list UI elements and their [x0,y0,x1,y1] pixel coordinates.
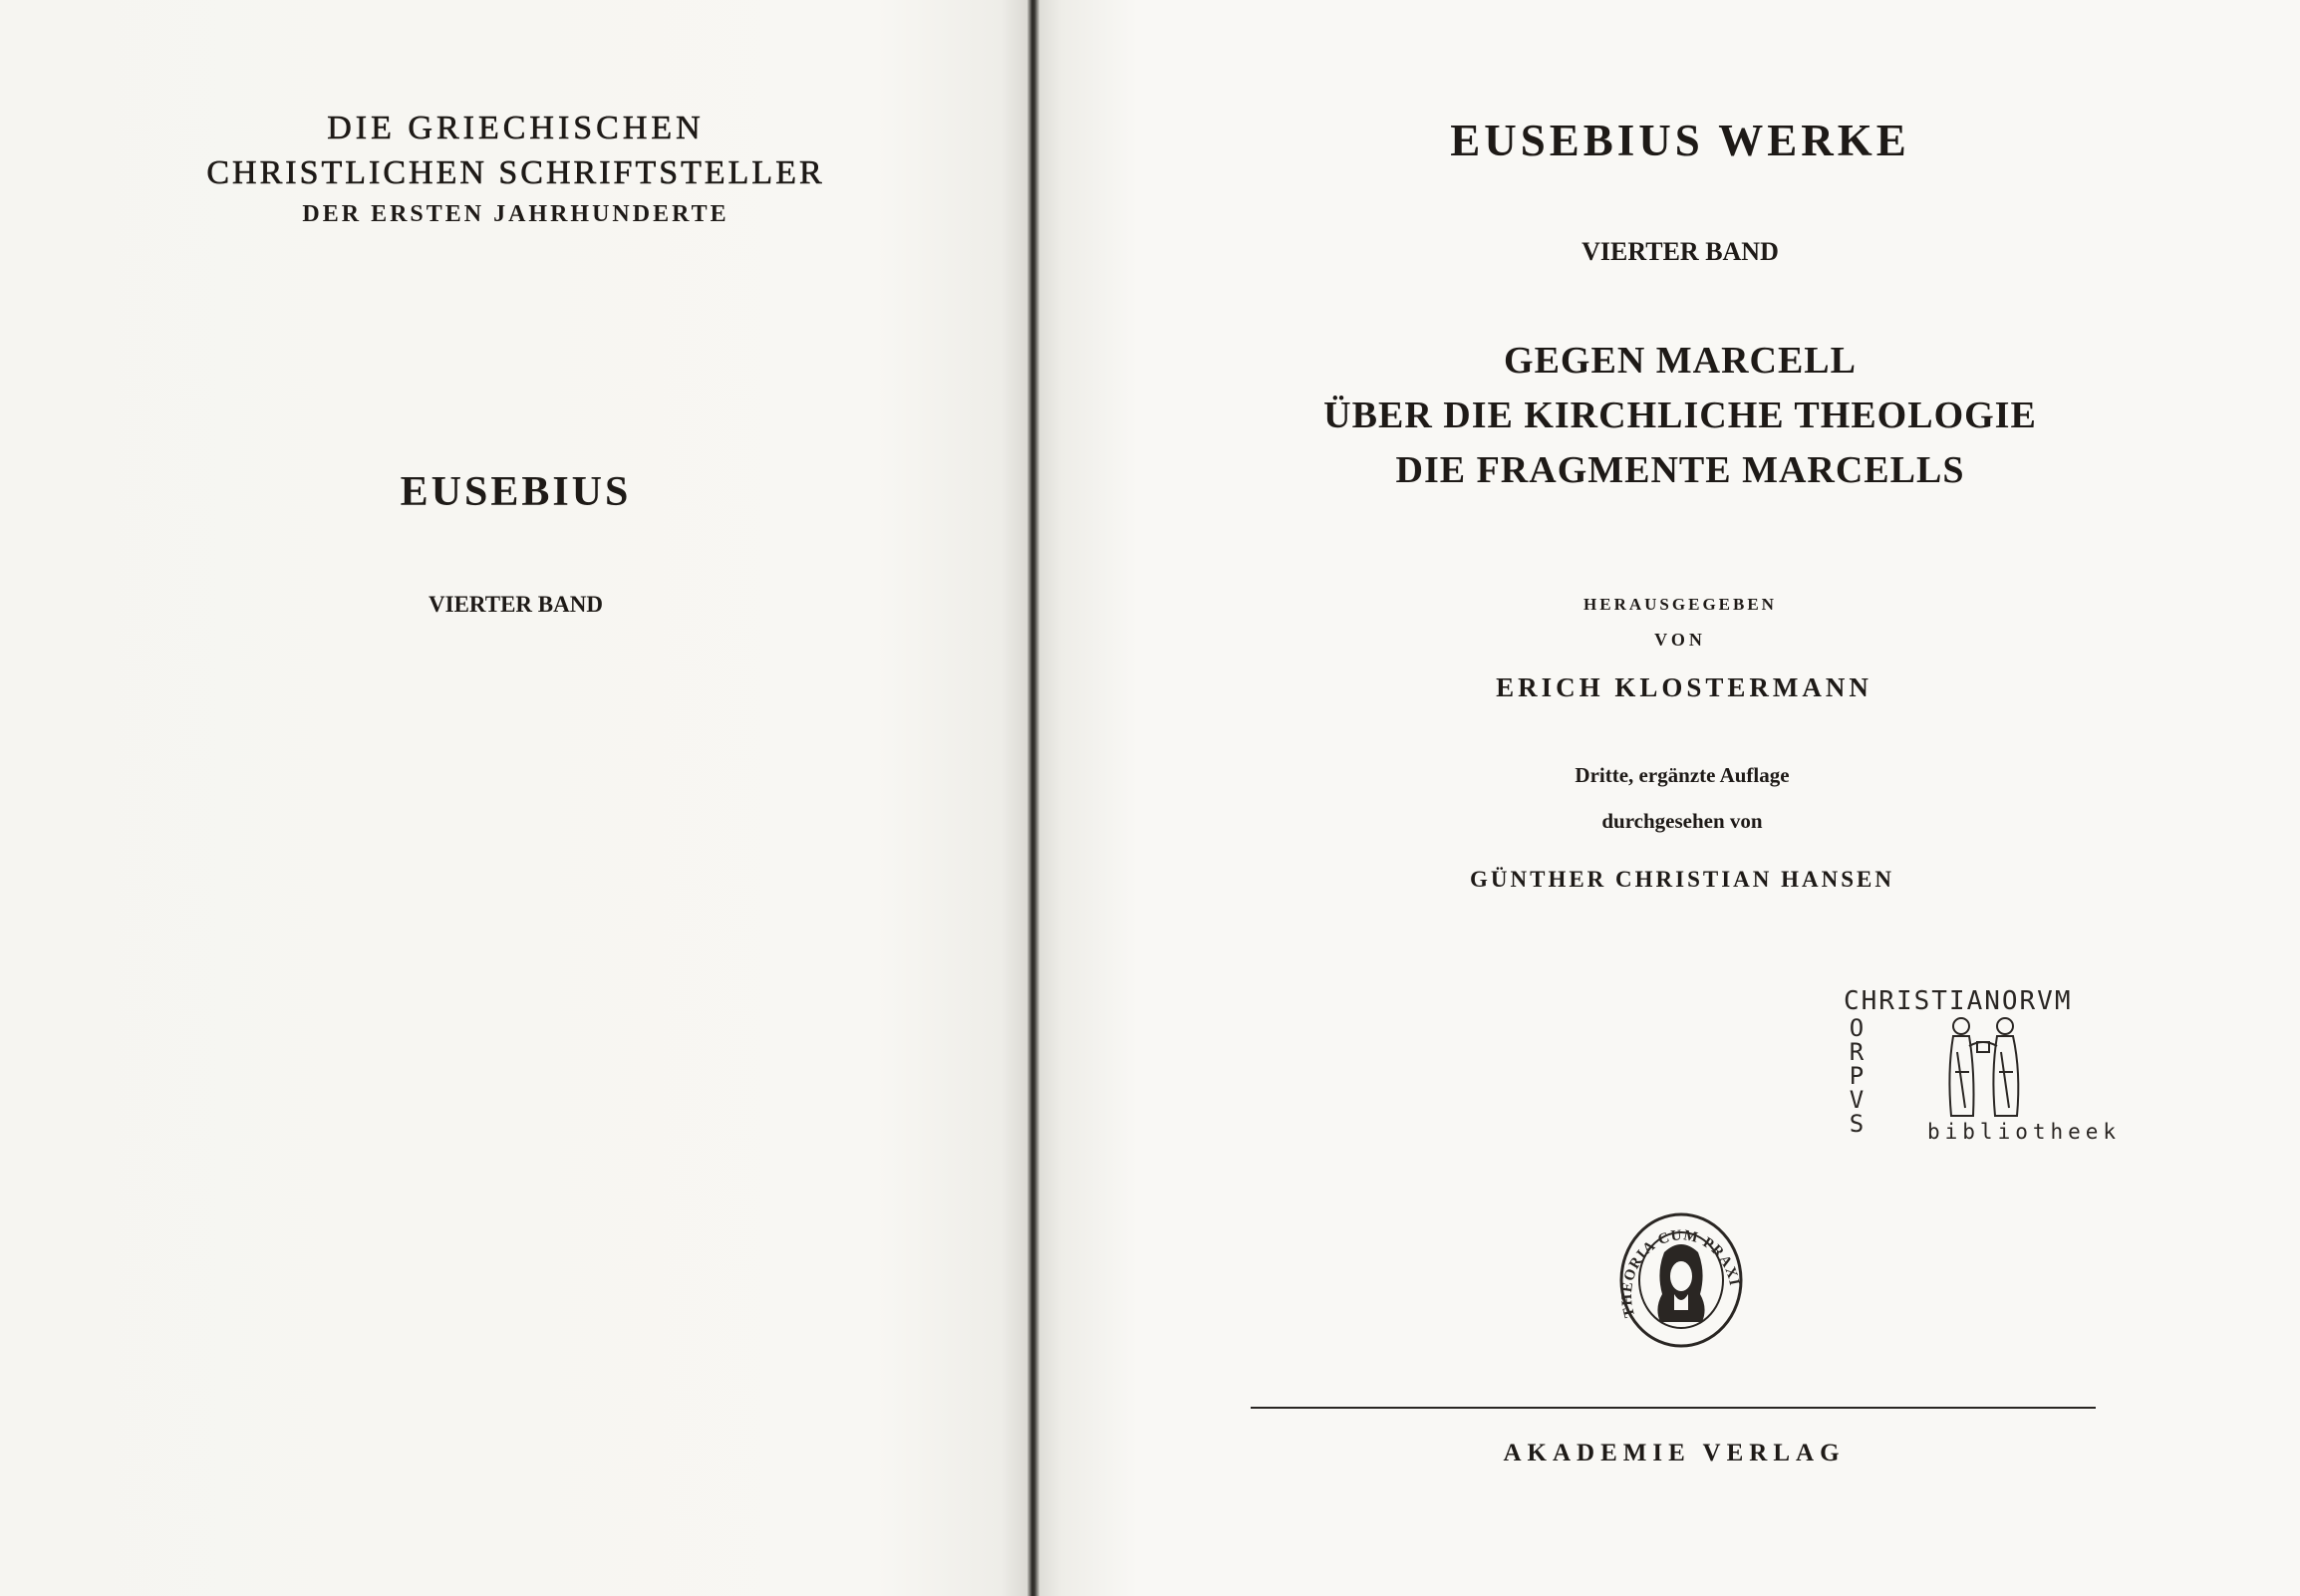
stamp-letter: S [1849,1110,1865,1138]
half-title-volume: VIERTER BAND [429,592,603,617]
publisher-name: AKADEMIE VERLAG [1503,1440,1846,1466]
stamp-letter: V [1849,1086,1865,1114]
reviser-name: GÜNTHER CHRISTIAN HANSEN [1469,867,1895,892]
book-gutter [1027,0,1039,1596]
stamp-letter: O [1849,1014,1865,1042]
edition-note: Dritte, ergänzte Auflage [1575,763,1790,787]
contents-line-2: ÜBER DIE KIRCHLICHE THEOLOGIE [1323,395,2037,436]
volume-label: VIERTER BAND [1581,237,1779,266]
stamp-vertical-letters [1846,1016,1868,1136]
stamp-letter: R [1849,1038,1865,1066]
series-title-line-2: CHRISTLICHEN SCHRIFTSTELLER [206,154,825,191]
library-stamp [1844,986,2143,1156]
contents-line-3: DIE FRAGMENTE MARCELLS [1395,449,1965,491]
editor-name: ERICH KLOSTERMANN [1496,672,1872,702]
publisher-rule [1251,1407,2096,1409]
stamp-bottom-word: bibliotheek [1927,1120,2122,1144]
by-label: VON [1654,630,1706,650]
publisher-emblem-portrait-icon [1616,1210,1746,1350]
edited-label: HERAUSGEGEBEN [1583,595,1777,614]
stamp-top-word: CHRISTIANORVM [1844,986,2073,1016]
half-title-author: EUSEBIUS [400,469,632,515]
emblem-motto: THEORIA CUM PRAXI [1618,1227,1743,1320]
series-title-line-1: DIE GRIECHISCHEN [327,110,705,146]
stamp-letter: P [1849,1062,1865,1090]
two-figures-icon [1939,1012,2029,1122]
right-page-title-page [1036,0,2300,1596]
contents-line-1: GEGEN MARCELL [1504,340,1857,382]
left-page-half-title [0,0,1031,1596]
reviewed-label: durchgesehen von [1601,809,1763,833]
series-title-line-3: DER ERSTEN JAHRHUNDERTE [302,201,729,227]
work-title: EUSEBIUS WERKE [1450,116,1910,165]
